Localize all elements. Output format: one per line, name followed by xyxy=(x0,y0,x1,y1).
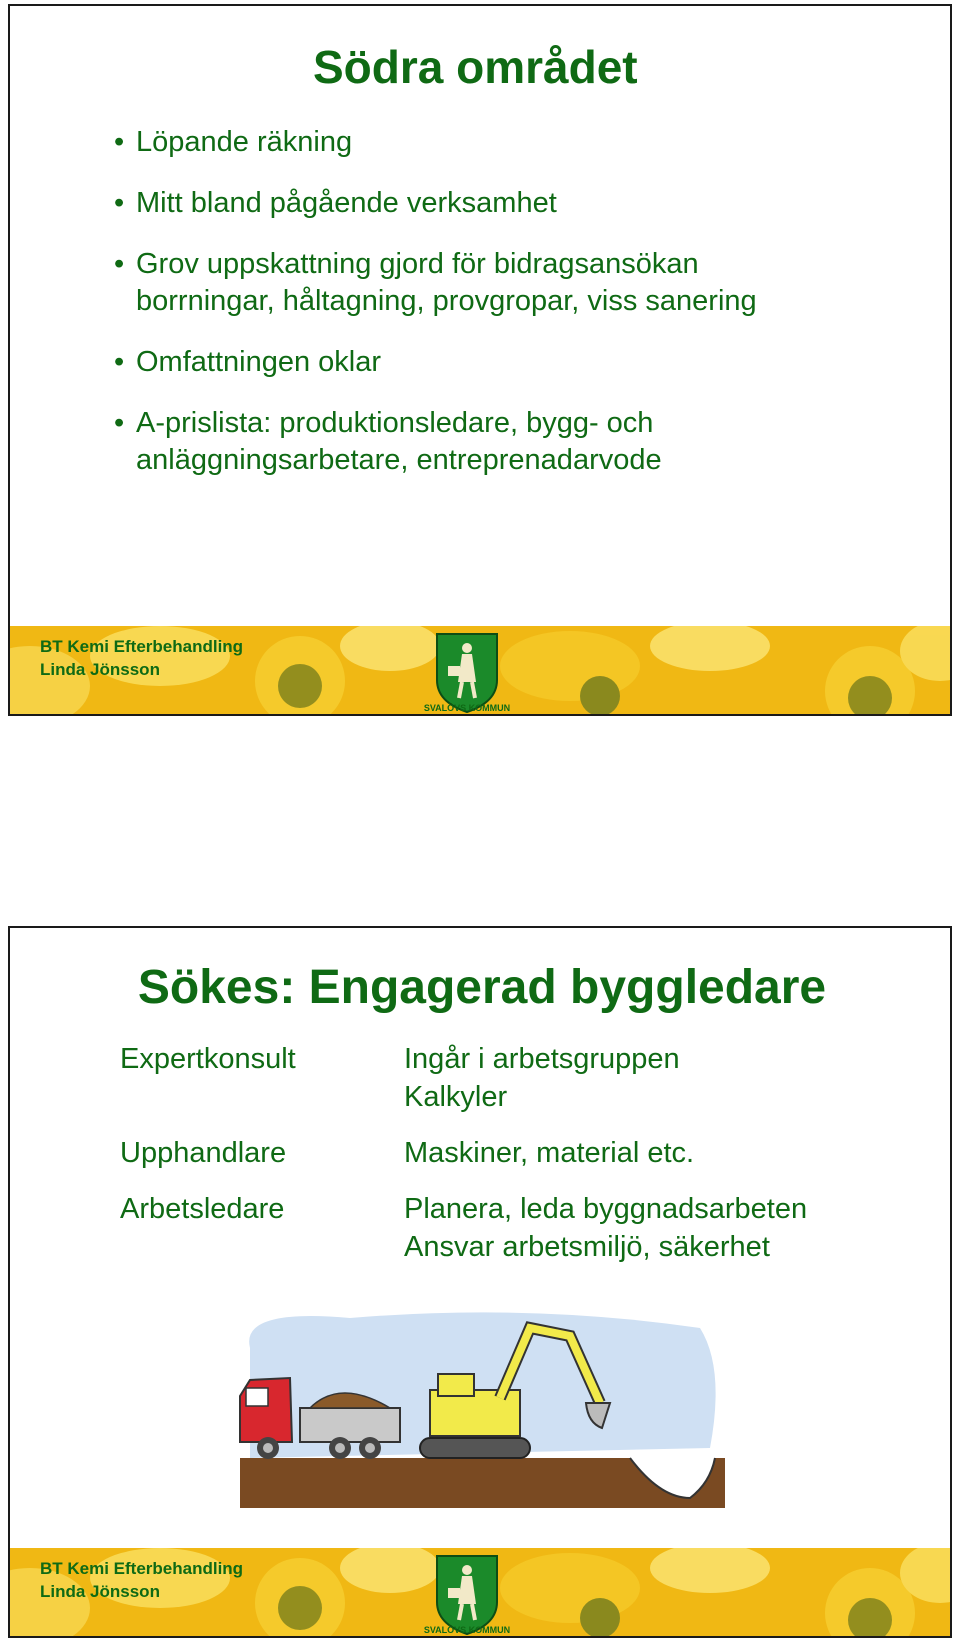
footer-line-1: BT Kemi Efterbehandling xyxy=(40,637,244,656)
bullet-text: borrningar, håltagning, provgropar, viss sanering xyxy=(136,285,757,317)
bullet-item: • Grov uppskattning gjord för bidragsansökan borrningar, håltagning, provgropar, viss sanering xyxy=(114,246,757,320)
bullet-item: • Löpande räkning xyxy=(114,124,757,161)
role-label: Arbetsledare xyxy=(120,1193,285,1225)
slide-1 xyxy=(8,4,952,716)
bullet-text: Grov uppskattning gjord för bidragsansökan xyxy=(136,248,699,280)
bullet-item: • Omfattningen oklar xyxy=(114,344,757,381)
role-description xyxy=(404,1134,694,1172)
logo-caption: SVALÖVS KOMMUN xyxy=(423,1625,511,1635)
description-line: Ansvar arbetsmiljö, säkerhet xyxy=(404,1231,770,1263)
logo-caption: SVALÖVS KOMMUN xyxy=(423,703,511,713)
bullet-text: Mitt bland pågående verksamhet xyxy=(136,187,557,219)
role-label: Expertkonsult xyxy=(120,1043,296,1075)
municipality-crest-logo xyxy=(432,632,502,714)
role-label: Upphandlare xyxy=(120,1137,287,1169)
footer-line-2: Linda Jönsson xyxy=(40,1582,160,1601)
excavator-truck-illustration xyxy=(230,1308,730,1528)
description-line: Maskiner, material etc. xyxy=(404,1137,695,1169)
bullet-text: anläggningsarbetare, entreprenadarvode xyxy=(136,444,662,476)
bullet-item: • A-prislista: produktionsledare, bygg- och anläggningsarbetare, entreprenadarvode xyxy=(114,405,757,479)
slide-footer xyxy=(10,1548,952,1636)
description-line: Ingår i arbetsgruppen xyxy=(404,1043,680,1075)
slide-title: Sökes: Engagerad byggledare xyxy=(137,961,827,1014)
bullet-item: • Mitt bland pågående verksamhet xyxy=(114,185,757,222)
footer-credits xyxy=(40,1557,243,1603)
role-description xyxy=(404,1040,680,1116)
footer-credits xyxy=(40,635,243,681)
bullet-text: A-prislista: produktionsledare, bygg- och xyxy=(136,407,654,439)
bullet-list xyxy=(114,124,757,503)
slide-2 xyxy=(8,926,952,1638)
description-line: Kalkyler xyxy=(404,1081,508,1113)
bullet-text: Omfattningen oklar xyxy=(136,346,382,378)
municipality-crest-logo xyxy=(432,1554,502,1636)
bullet-text: Löpande räkning xyxy=(136,126,353,158)
footer-line-2: Linda Jönsson xyxy=(40,660,160,679)
slide-title: Södra området xyxy=(313,41,638,93)
slide-footer xyxy=(10,626,952,714)
role-description xyxy=(404,1190,807,1266)
footer-line-1: BT Kemi Efterbehandling xyxy=(40,1559,244,1578)
description-line: Planera, leda byggnadsarbeten xyxy=(404,1193,808,1225)
